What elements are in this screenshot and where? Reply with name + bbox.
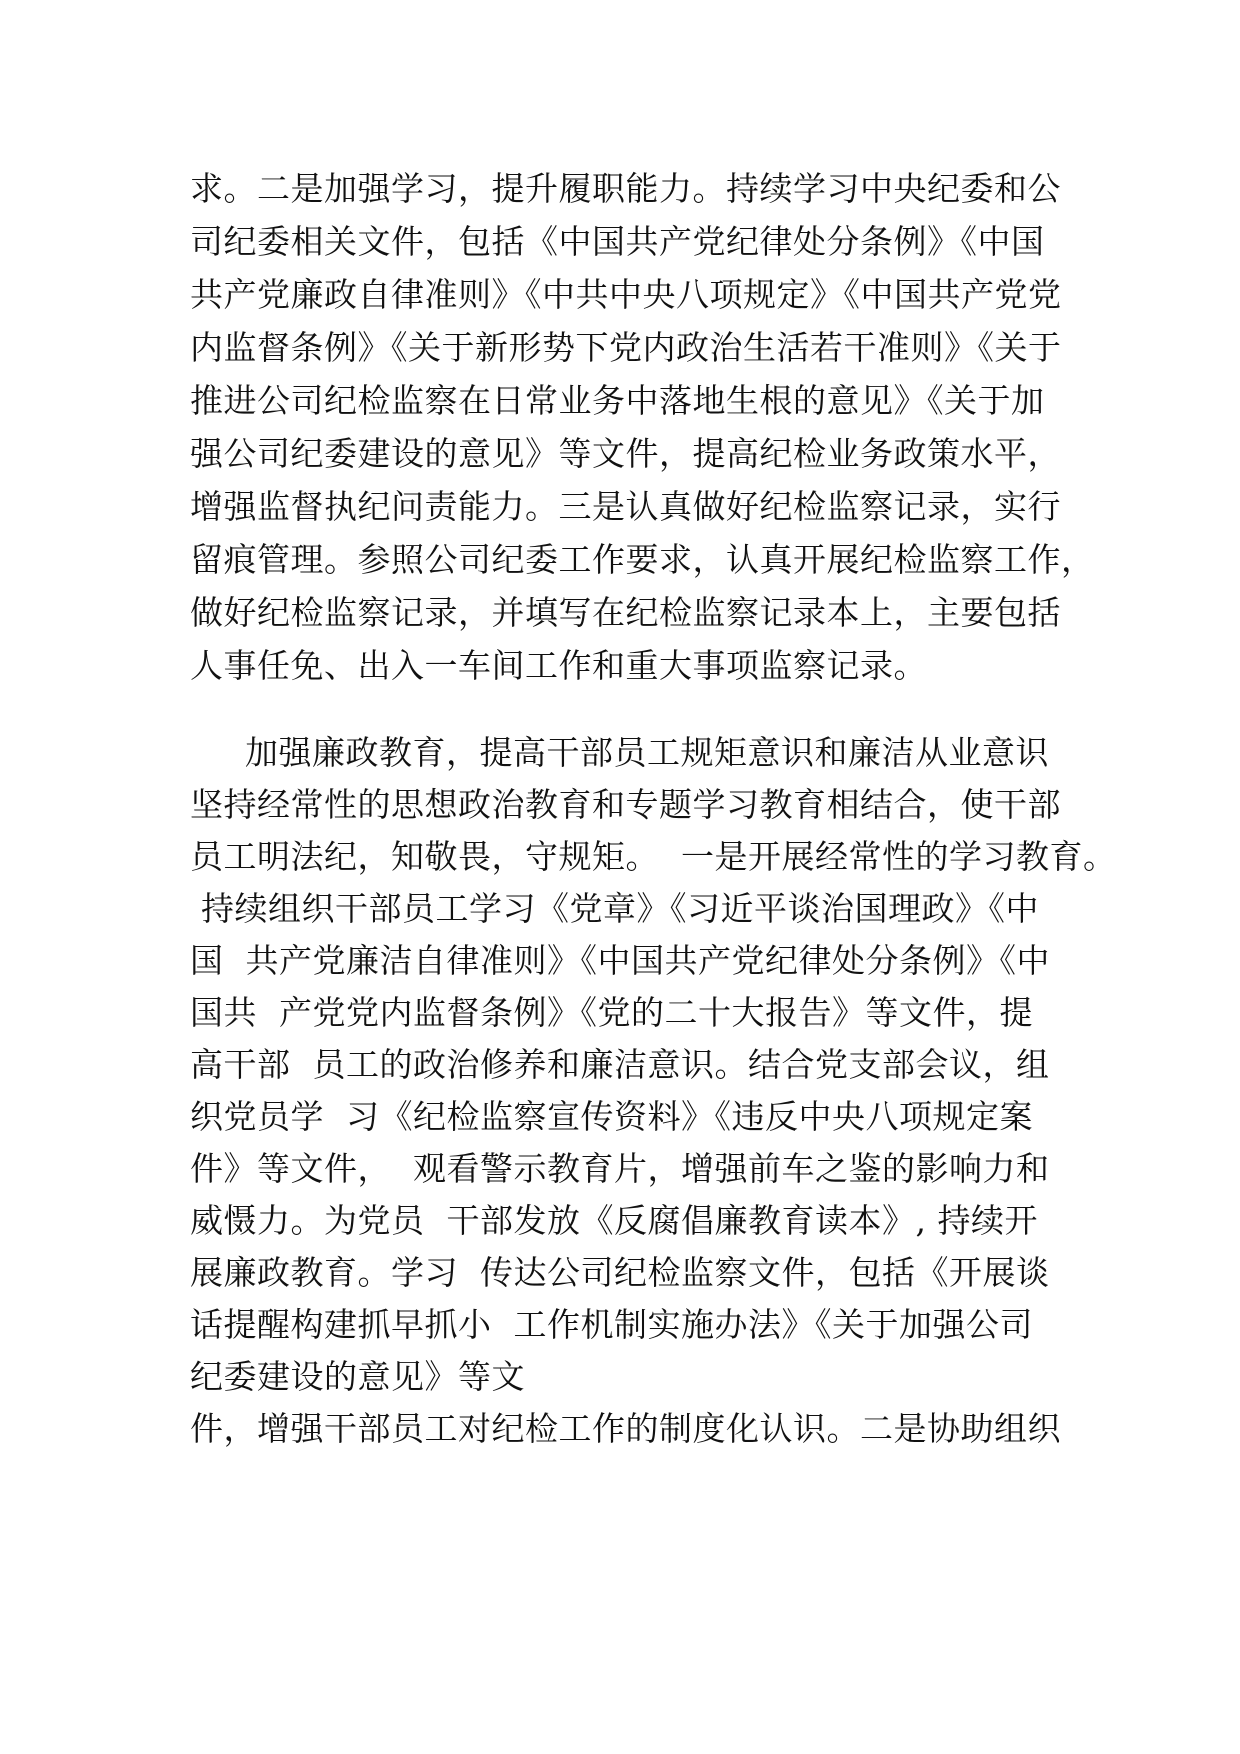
text-line: 员工明法纪，知敬畏，守规矩。 一是开展经常性的学习教育。 [190, 837, 1117, 876]
text-line: 推进公司纪检监察在日常业务中落地生根的意见》《关于加 [190, 381, 1045, 420]
text-line: 共产党廉政自律准则》《中共中央八项规定》《中国共产党党 [190, 275, 1062, 314]
text-line: 展廉政教育。学习 传达公司纪检监察文件，包括《开展谈 [190, 1253, 1050, 1292]
text-line: 高干部 员工的政治修养和廉洁意识。结合党支部会议，组 [190, 1045, 1050, 1084]
text-line: 持续组织干部员工学习《党章》《习近平谈治国理政》《中 [190, 889, 1039, 928]
text-line: 话提醒构建抓早抓小 工作机制实施办法》《关于加强公司 [190, 1305, 1033, 1344]
paragraph-continuation [190, 162, 1095, 692]
text-line: 强公司纪委建设的意见》等文件，提高纪检业务政策水平， [190, 434, 1061, 473]
text-line: 司纪委相关文件，包括《中国共产党纪律处分条例》《中国 [190, 222, 1045, 261]
text-line: 件，增强干部员工对纪检工作的制度化认识。二是协助组织 [190, 1409, 1061, 1448]
text-line: 威慑力。为党员 干部发放《反腐倡廉教育读本》, 持续开 [190, 1201, 1038, 1240]
text-line: 内监督条例》《关于新形势下党内政治生活若干准则》《关于 [190, 328, 1062, 367]
text-line: 国 共产党廉洁自律准则》《中国共产党纪律处分条例》《中 [190, 941, 1050, 980]
text-line: 坚持经常性的思想政治教育和专题学习教育相结合，使干部 [190, 785, 1061, 824]
text-line: 织党员学 习《纪检监察宣传资料》《违反中央八项规定案 [190, 1097, 1033, 1136]
text-line: 纪委建设的意见》等文 [190, 1357, 525, 1396]
text-line: 留痕管理。参照公司纪委工作要求，认真开展纪检监察工作， [190, 540, 1095, 579]
text-line: 人事任免、出入一车间工作和重大事项监察记录。 [190, 646, 927, 685]
text-line: 国共 产党党内监督条例》《党的二十大报告》等文件，提 [190, 993, 1033, 1032]
text-line: 件》等文件， 观看警示教育片，增强前车之鉴的影响力和 [190, 1149, 1050, 1188]
text-line: 加强廉政教育，提高干部员工规矩意识和廉洁从业意识 [190, 733, 1049, 772]
text-line: 增强监督执纪问责能力。三是认真做好纪检监察记录，实行 [190, 487, 1061, 526]
text-line: 做好纪检监察记录，并填写在纪检监察记录本上，主要包括 [190, 593, 1061, 632]
text-line: 求。二是加强学习，提升履职能力。持续学习中央纪委和公 [190, 169, 1061, 208]
paragraph-education [190, 727, 1117, 1455]
